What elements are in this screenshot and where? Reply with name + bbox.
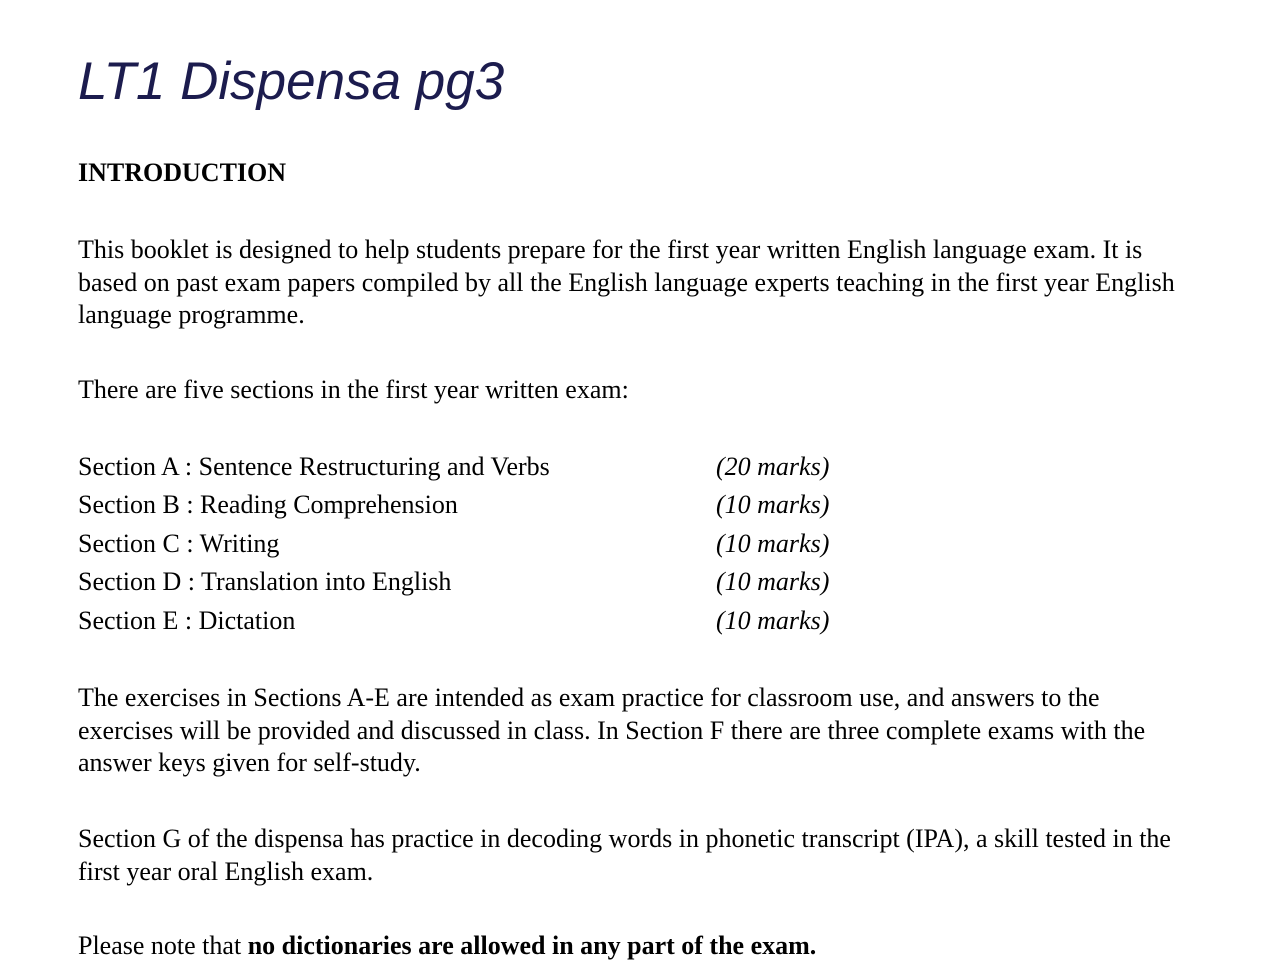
- dictionary-note: [78, 930, 1206, 963]
- section-name: Section E : Dictation: [78, 605, 296, 635]
- note-prefix: Please note that: [78, 931, 248, 960]
- page-title: LT1 Dispensa pg3: [78, 52, 505, 111]
- section-heading: INTRODUCTION: [78, 158, 287, 187]
- sections-lead-paragraph: There are five sections in the first year written exam:: [78, 375, 629, 404]
- sections-list: [78, 451, 978, 643]
- section-name: Section B : Reading Comprehension: [78, 490, 458, 520]
- list-item: [78, 489, 978, 527]
- list-item: [78, 528, 978, 566]
- section-name: Section D : Translation into English: [78, 567, 452, 597]
- list-item: [78, 566, 978, 604]
- section-marks: (10 marks): [716, 528, 830, 558]
- section-g-paragraph: Section G of the dispensa has practice in decoding words in phonetic transcript (IPA), a skill tested in the first year oral English exam.: [78, 824, 1171, 886]
- note-emphasis: no dictionaries are allowed in any part of the exam.: [247, 931, 817, 960]
- section-marks: (20 marks): [716, 452, 830, 481]
- section-name: Section C : Writing: [78, 528, 280, 558]
- intro-paragraph: This booklet is designed to help students prepare for the first year written English language exam. It is based on past exam papers compiled by all the English language experts teaching in the first year English language programme.: [78, 235, 1175, 329]
- section-marks: (10 marks): [716, 605, 830, 635]
- section-name: Section A : Sentence Restructuring and Verbs: [78, 452, 550, 481]
- list-item: [78, 605, 978, 643]
- section-marks: (10 marks): [716, 490, 830, 520]
- section-marks: (10 marks): [716, 567, 830, 597]
- list-item: [78, 451, 978, 489]
- exercises-paragraph: The exercises in Sections A-E are intended as exam practice for classroom use, and answers to the exercises will be provided and discussed in class. In Section F there are three complete exams with the answer keys given for self-study.: [78, 683, 1146, 777]
